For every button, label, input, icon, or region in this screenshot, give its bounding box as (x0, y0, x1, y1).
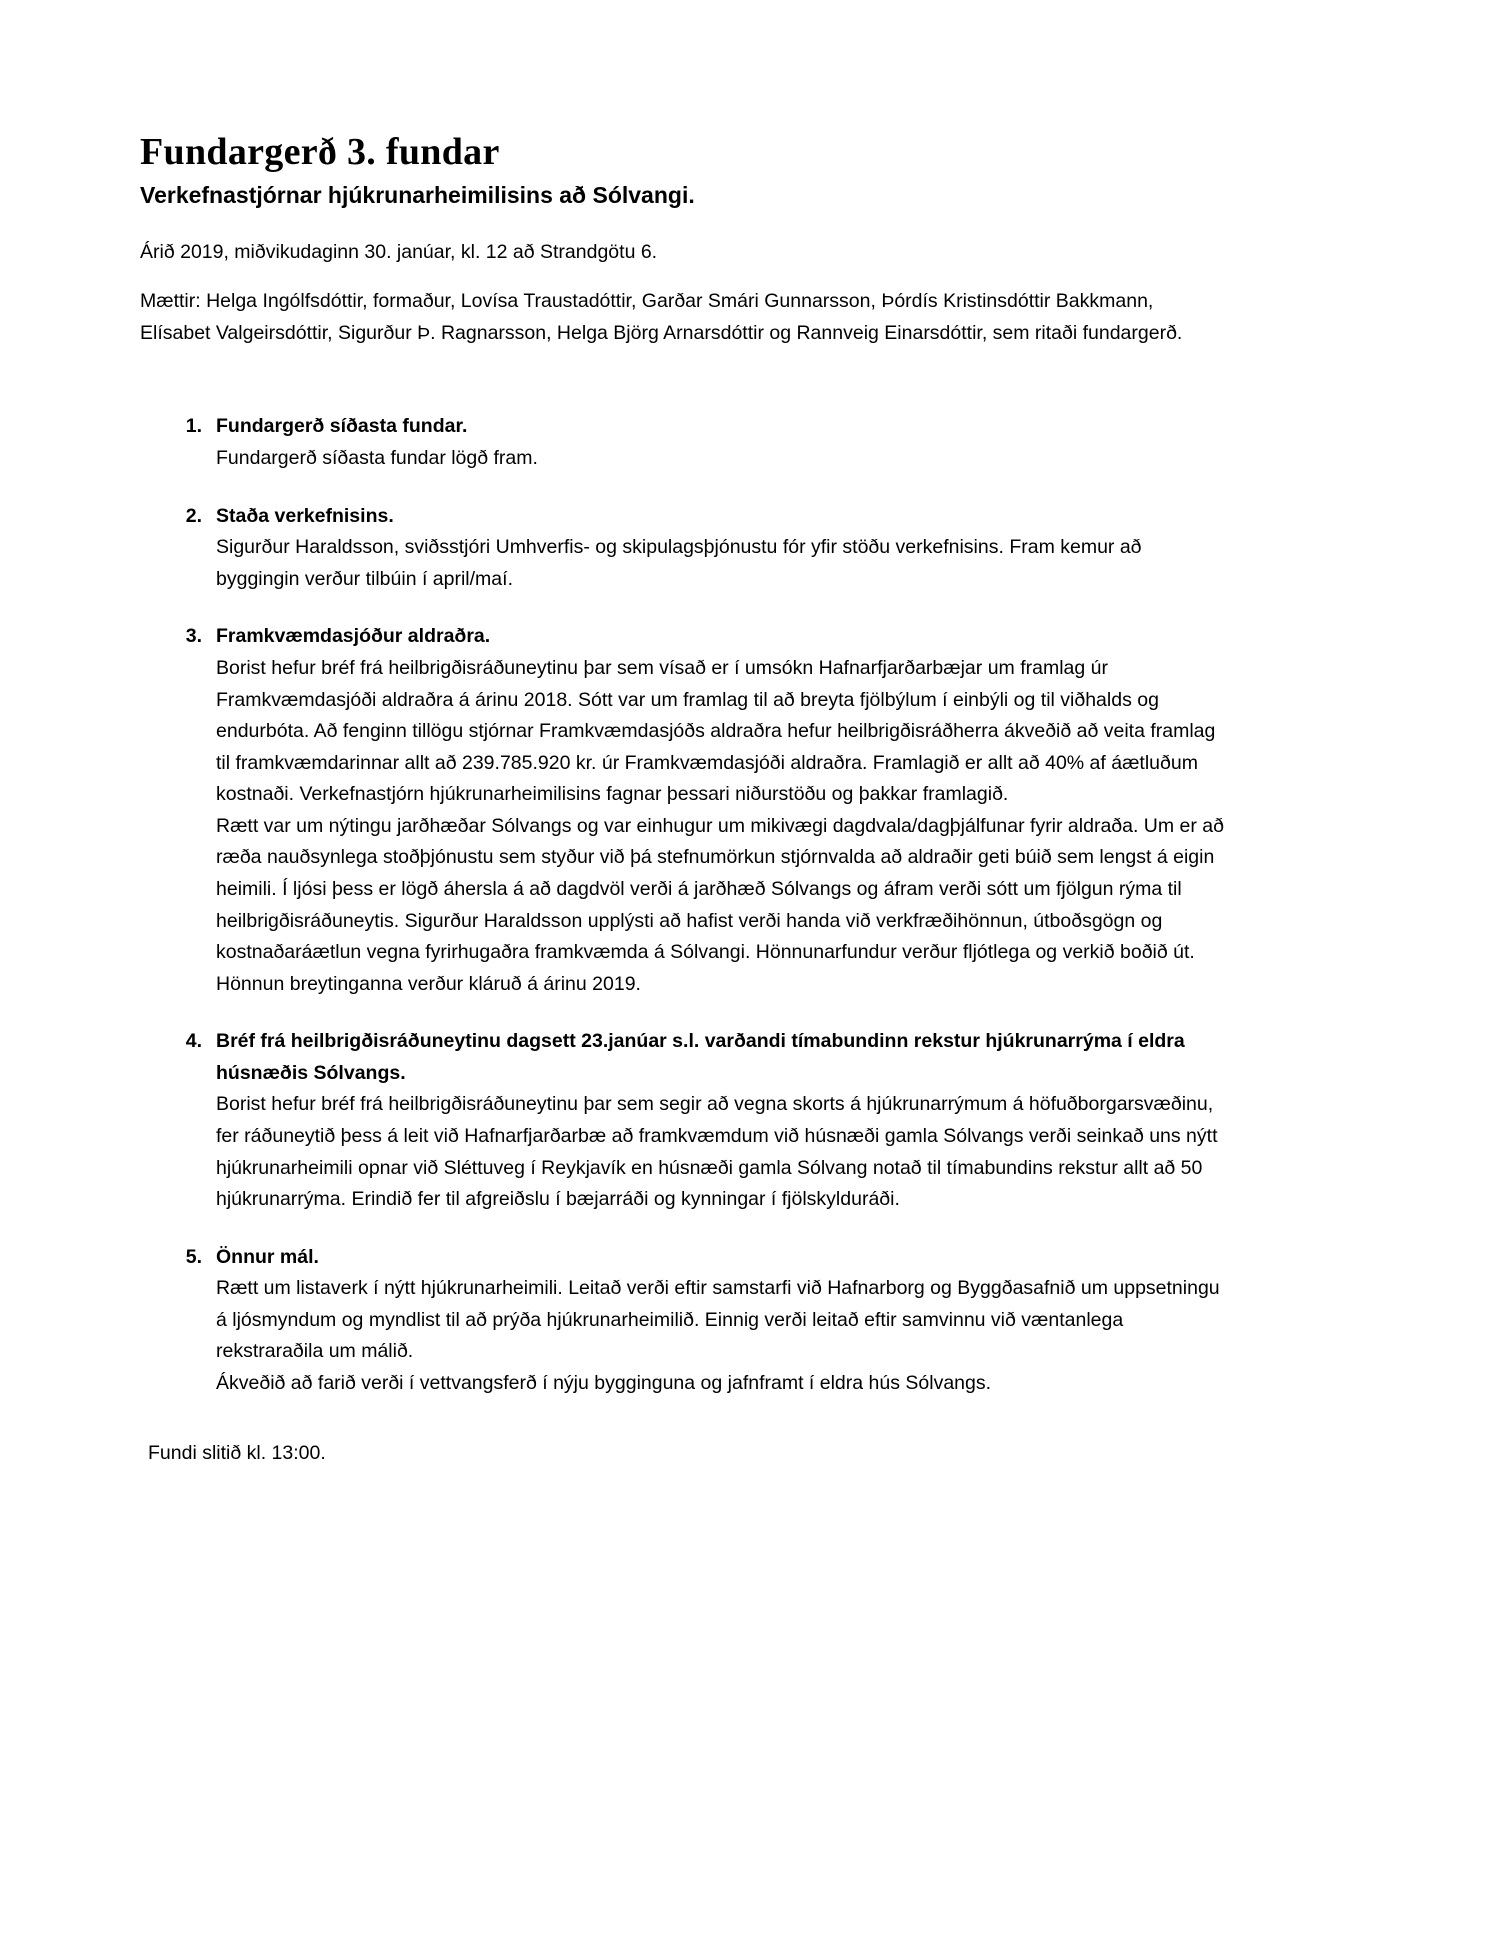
agenda-item (140, 501, 1350, 596)
section-spacer (140, 367, 1350, 411)
agenda-item-paragraph: Sigurður Haraldsson, sviðsstjóri Umhverfis- og skipulagsþjónustu fór yfir stöðu verkefnisins. Fram kemur að byggingin verður tilbúin í april/maí. (216, 536, 1142, 590)
attendees-paragraph: Mættir: Helga Ingólfsdóttir, formaður, Lovísa Traustadóttir, Garðar Smári Gunnarsson, Þórdís Kristinsdóttir Bakkmann, Elísabet Valgeirsdóttir, Sigurður Þ. Ragnarsson, Helga Björg Arnarsdóttir og Rannveig Einarsdóttir, sem ritaði fundargerð. (140, 290, 1183, 344)
agenda-item-paragraph: Ákveðið að farið verði í vettvangsferð í nýju bygginguna og jafnframt í eldra hús Sólvangs. (216, 1372, 992, 1395)
agenda-item (140, 411, 1350, 474)
agenda-item-number: 4. (185, 1030, 202, 1053)
agenda-item-heading: Bréf frá heilbrigðisráðuneytinu dagsett 23.janúar s.l. varðandi tímabundinn rekstur hjúkrunarrýma í eldra húsnæðis Sólvangs. (216, 1030, 1185, 1084)
page-subtitle: Verkefnastjórnar hjúkrunarheimilisins að Sólvangi. (140, 181, 695, 208)
agenda-item (140, 1242, 1350, 1400)
agenda-item-paragraph: Rætt var um nýtingu jarðhæðar Sólvangs og var einhugur um mikivægi dagdvala/dagþjálfunar fyrir aldraða. Um er að ræða nauðsynlega stoðþjónustu sem styður við þá stefnumörkun stjórnvalda að aldraðir geti búið sem lengst á eigin heimili. Í ljósi þess er lögð áhersla á að dagdvöl verði á jarðhæð Sólvangs og áfram verði sótt um fjölgun rýma til heilbrigðisráðuneytis. Sigurður Haraldsson upplýsti að hafist verði handa við verkfræðihönnun, útboðsgögn og kostnaðaráætlun vegna fyrirhugaðra framkvæmda á Sólvangi. Hönnunarfundur verður fljótlega og verkið boðið út. Hönnun breytinganna verður kláruð á árinu 2019. (216, 814, 1225, 995)
agenda-item-number: 1. (185, 415, 202, 438)
closing-line: Fundi slitið kl. 13:00. (148, 1441, 326, 1464)
agenda-item-heading: Staða verkefnisins. (216, 504, 394, 527)
intro-block (140, 237, 1350, 350)
agenda-item-number: 3. (185, 625, 202, 648)
agenda-item-number: 5. (185, 1245, 202, 1268)
agenda-item (140, 621, 1350, 1000)
agenda-item-heading: Framkvæmdasjóður aldraðra. (216, 625, 491, 648)
agenda-item-paragraph: Borist hefur bréf frá heilbrigðisráðuneytinu þar sem segir að vegna skorts á hjúkrunarrýmum á höfuðborgarsvæðinu, fer ráðuneytið þess á leit við Hafnarfjarðarbæ að framkvæmdum við húsnæði gamla Sólvangs verði seinkað uns nýtt hjúkrunarheimili opnar við Sléttuveg í Reykjavík en húsnæði gamla Sólvang notað til tímabundins rekstur allt að 50 hjúkrunarrýma. Erindið fer til afgreiðslu í bæjarráði og kynningar í fjölskylduráði. (216, 1093, 1218, 1211)
agenda-item-paragraph: Rætt um listaverk í nýtt hjúkrunarheimili. Leitað verði eftir samstarfi við Hafnarborg og Byggðasafnið um uppsetningu á ljósmyndum og myndlist til að prýða hjúkrunarheimilið. Einnig verði leitað eftir samvinnu við væntanlega rekstraraðila um málið. (216, 1277, 1220, 1363)
page-title: Fundargerð 3. fundar (140, 131, 500, 173)
meeting-date-line: Árið 2019, miðvikudaginn 30. janúar, kl. 12 að Strandgötu 6. (140, 240, 658, 263)
agenda-item-paragraph: Borist hefur bréf frá heilbrigðisráðuneytinu þar sem vísað er í umsókn Hafnarfjarðarbæjar um framlag úr Framkvæmdasjóði aldraðra á árinu 2018. Sótt var um framlag til að breyta fjölbýlum í einbýli og til viðhalds og endurbóta. Að fenginn tillögu stjórnar Framkvæmdasjóðs aldraðra hefur heilbrigðisráðherra ákveðið að veita framlag til framkvæmdarinnar allt að 239.785.920 kr. úr Framkvæmdasjóði aldraðra. Framlagið er allt að 40% af áætluðum kostnaði. Verkefnastjórn hjúkrunarheimilisins fagnar þessari niðurstöðu og þakkar framlagið. (216, 656, 1216, 806)
agenda-list (140, 411, 1350, 1399)
agenda-item-heading: Önnur mál. (216, 1245, 319, 1268)
agenda-item-paragraph: Fundargerð síðasta fundar lögð fram. (216, 447, 538, 470)
agenda-item-heading: Fundargerð síðasta fundar. (216, 415, 468, 438)
agenda-item-number: 2. (185, 504, 202, 527)
agenda-item (140, 1026, 1350, 1215)
